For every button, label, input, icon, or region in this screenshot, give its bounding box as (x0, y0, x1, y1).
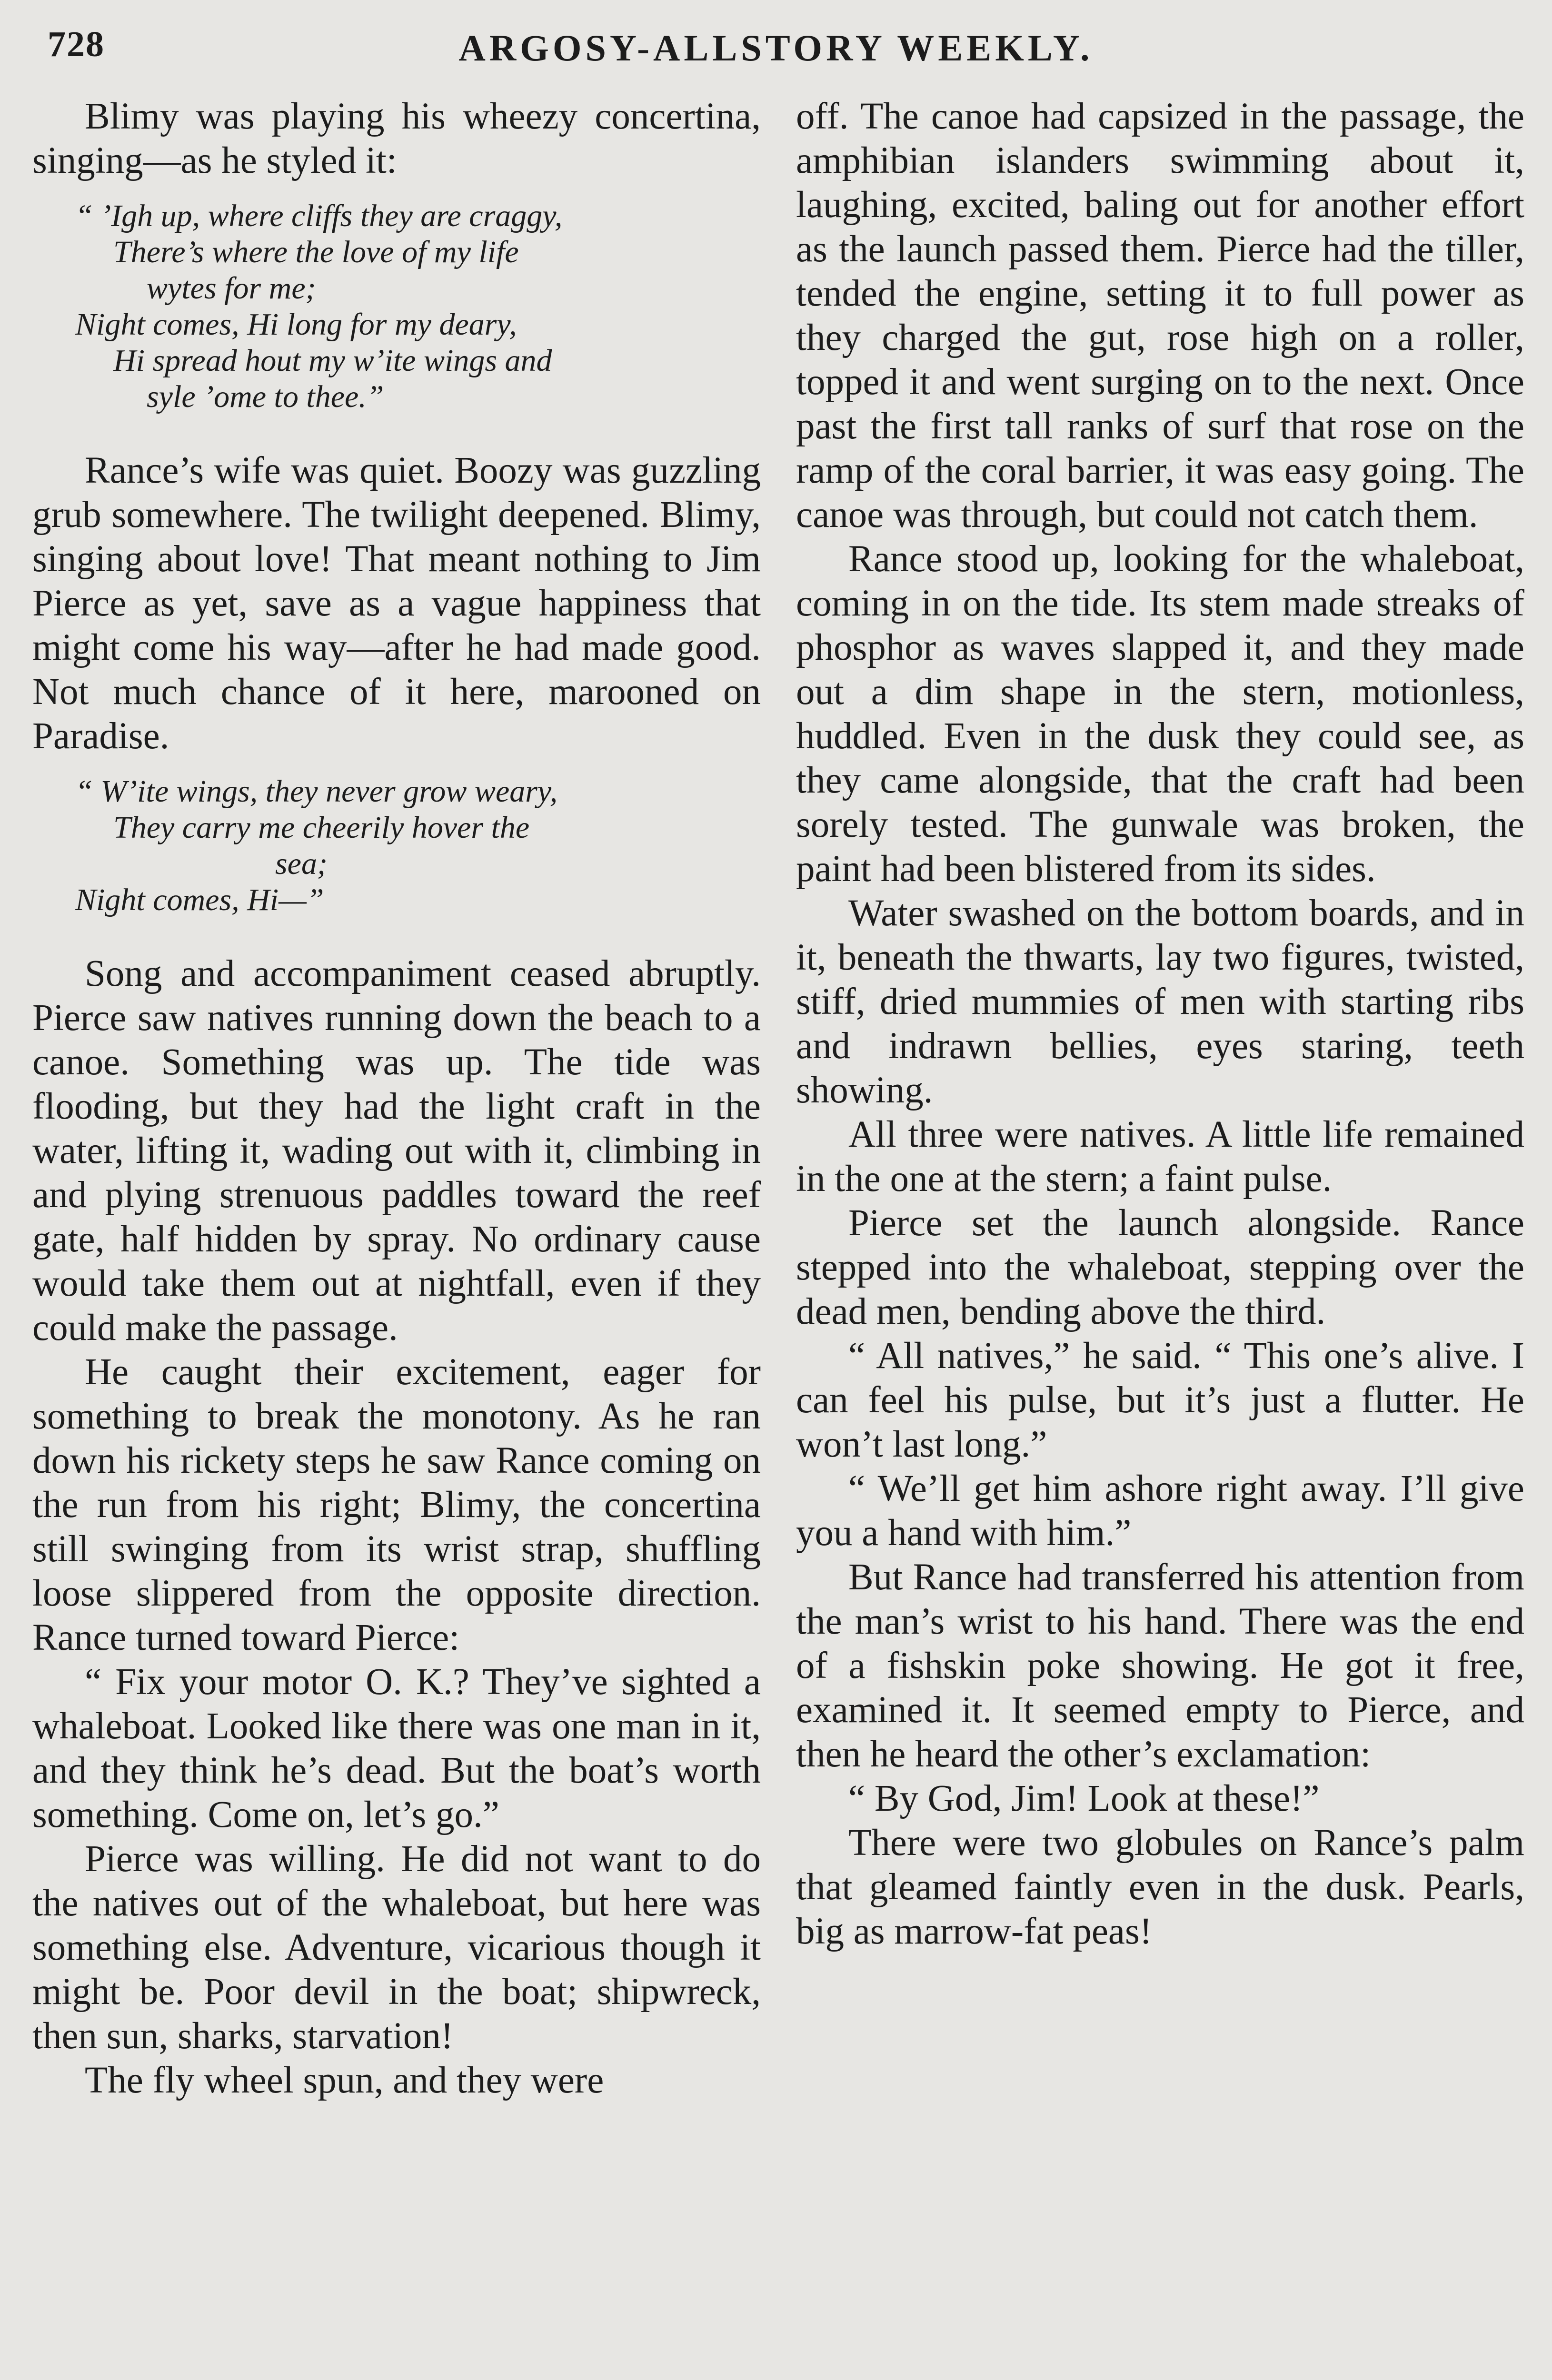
page-number: 728 (48, 24, 105, 64)
running-head: ARGOSY-ALLSTORY WEEKLY. (458, 27, 1094, 69)
verse-line: sea; (275, 846, 328, 881)
verse-line: Hi spread hout my w’ite wings and (113, 343, 552, 378)
verse-line: wytes for me; (147, 271, 316, 306)
verse-line: syle ’ome to thee.” (147, 379, 384, 414)
paragraph: Pierce set the launch alongside. Rance stepped into the whaleboat, stepping over the dead men, bending above the third. (796, 1202, 1524, 1332)
paragraph: All three were natives. A little life remained in the one at the stern; a faint pulse. (796, 1114, 1524, 1200)
paragraph: The fly wheel spun, and they were (85, 2060, 604, 2101)
paragraph: Blimy was playing his wheezy concertina, singing—as he styled it: (32, 96, 761, 181)
paragraph: “ Fix your motor O. K.? They’ve sighted a whaleboat. Looked like there was one man in it, and they think he’s dead. But the boat’s worth something. Come on, let’s go.” (32, 1661, 761, 1835)
paragraph: Song and accompaniment ceased abruptly. Pierce saw natives running down the beach to a canoe. Something was up. The tide was flooding, but they had the light craft in the water, lifting it, wading out with it, climbing in and plying strenuous paddles toward the reef gate, half hidden by spray. No ordinary cause would take them out at nightfall, even if they could make the passage. (32, 953, 761, 1349)
paragraph: “ By God, Jim! Look at these!” (848, 1778, 1320, 1819)
paragraph: “ All natives,” he said. “ This one’s alive. I can feel his pulse, but it’s just a flutter. He won’t last long.” (796, 1335, 1524, 1465)
song-verse (75, 198, 761, 415)
left-column (32, 94, 761, 2102)
verse-line: Night comes, Hi long for my deary, (75, 307, 517, 342)
paragraph: Water swashed on the bottom boards, and in it, beneath the thwarts, lay two figures, twisted, stiff, dried mummies of men with starting ribs and indrawn bellies, eyes staring, teeth showing. (796, 892, 1524, 1111)
right-column (796, 94, 1524, 1954)
paragraph: Rance stood up, looking for the whaleboat, coming in on the tide. Its stem made streaks of phosphor as waves slapped it, and they made out a dim shape in the stern, motionless, huddled. Even in the dusk they could see, as they came alongside, that the craft had been sorely tested. The gunwale was broken, the paint had been blistered from its sides. (796, 538, 1524, 890)
paragraph: Rance’s wife was quiet. Boozy was guzzling grub somewhere. The twilight deepened. Blimy, singing about love! That meant nothing to Jim Pierce as yet, save as a vague happiness that might come his way—after he had made good. Not much chance of it here, marooned on Paradise. (32, 450, 761, 757)
paragraph: There were two globules on Rance’s palm that gleamed faintly even in the dusk. Pearls, big as marrow-fat peas! (796, 1822, 1524, 1952)
verse-line: “ W’ite wings, they never grow weary, (75, 774, 558, 809)
paragraph: Pierce was willing. He did not want to do the natives out of the whaleboat, but here was something else. Adventure, vicarious though it might be. Poor devil in the boat; shipwreck, then sun, sharks, starvation! (32, 1838, 761, 2057)
verse-line: “ ’Igh up, where cliffs they are craggy, (75, 198, 563, 233)
paragraph: He caught their excitement, eager for something to break the monotony. As he ran down his rickety steps he saw Rance coming on the run from his right; Blimy, the concertina still swinging from its wrist strap, shuffling loose slippered from the opposite direction. Rance turned toward Pierce: (32, 1351, 761, 1658)
verse-line: They carry me cheerily hover the (113, 810, 530, 845)
page-header (38, 18, 1514, 75)
paragraph: off. The canoe had capsized in the passage, the amphibian islanders swimming about it, laughing, excited, baling out for another effort as the launch passed them. Pierce had the tiller, tended the engine, setting it to full power as they charged the gut, rose high on a roller, topped it and went surging on to the next. Once past the first tall ranks of surf that rose on the ramp of the coral barrier, it was easy going. The canoe was through, but could not catch them. (796, 96, 1524, 536)
verse-line: There’s where the love of my life (113, 235, 519, 269)
paragraph: “ We’ll get him ashore right away. I’ll give you a hand with him.” (796, 1468, 1524, 1554)
paragraph: But Rance had transferred his attention from the man’s wrist to his hand. There was the end of a fishskin poke showing. He got it free, examined it. It seemed empty to Pierce, and then he heard the other’s exclamation: (796, 1557, 1524, 1775)
verse-line: Night comes, Hi—” (75, 883, 324, 917)
song-verse (75, 774, 761, 918)
